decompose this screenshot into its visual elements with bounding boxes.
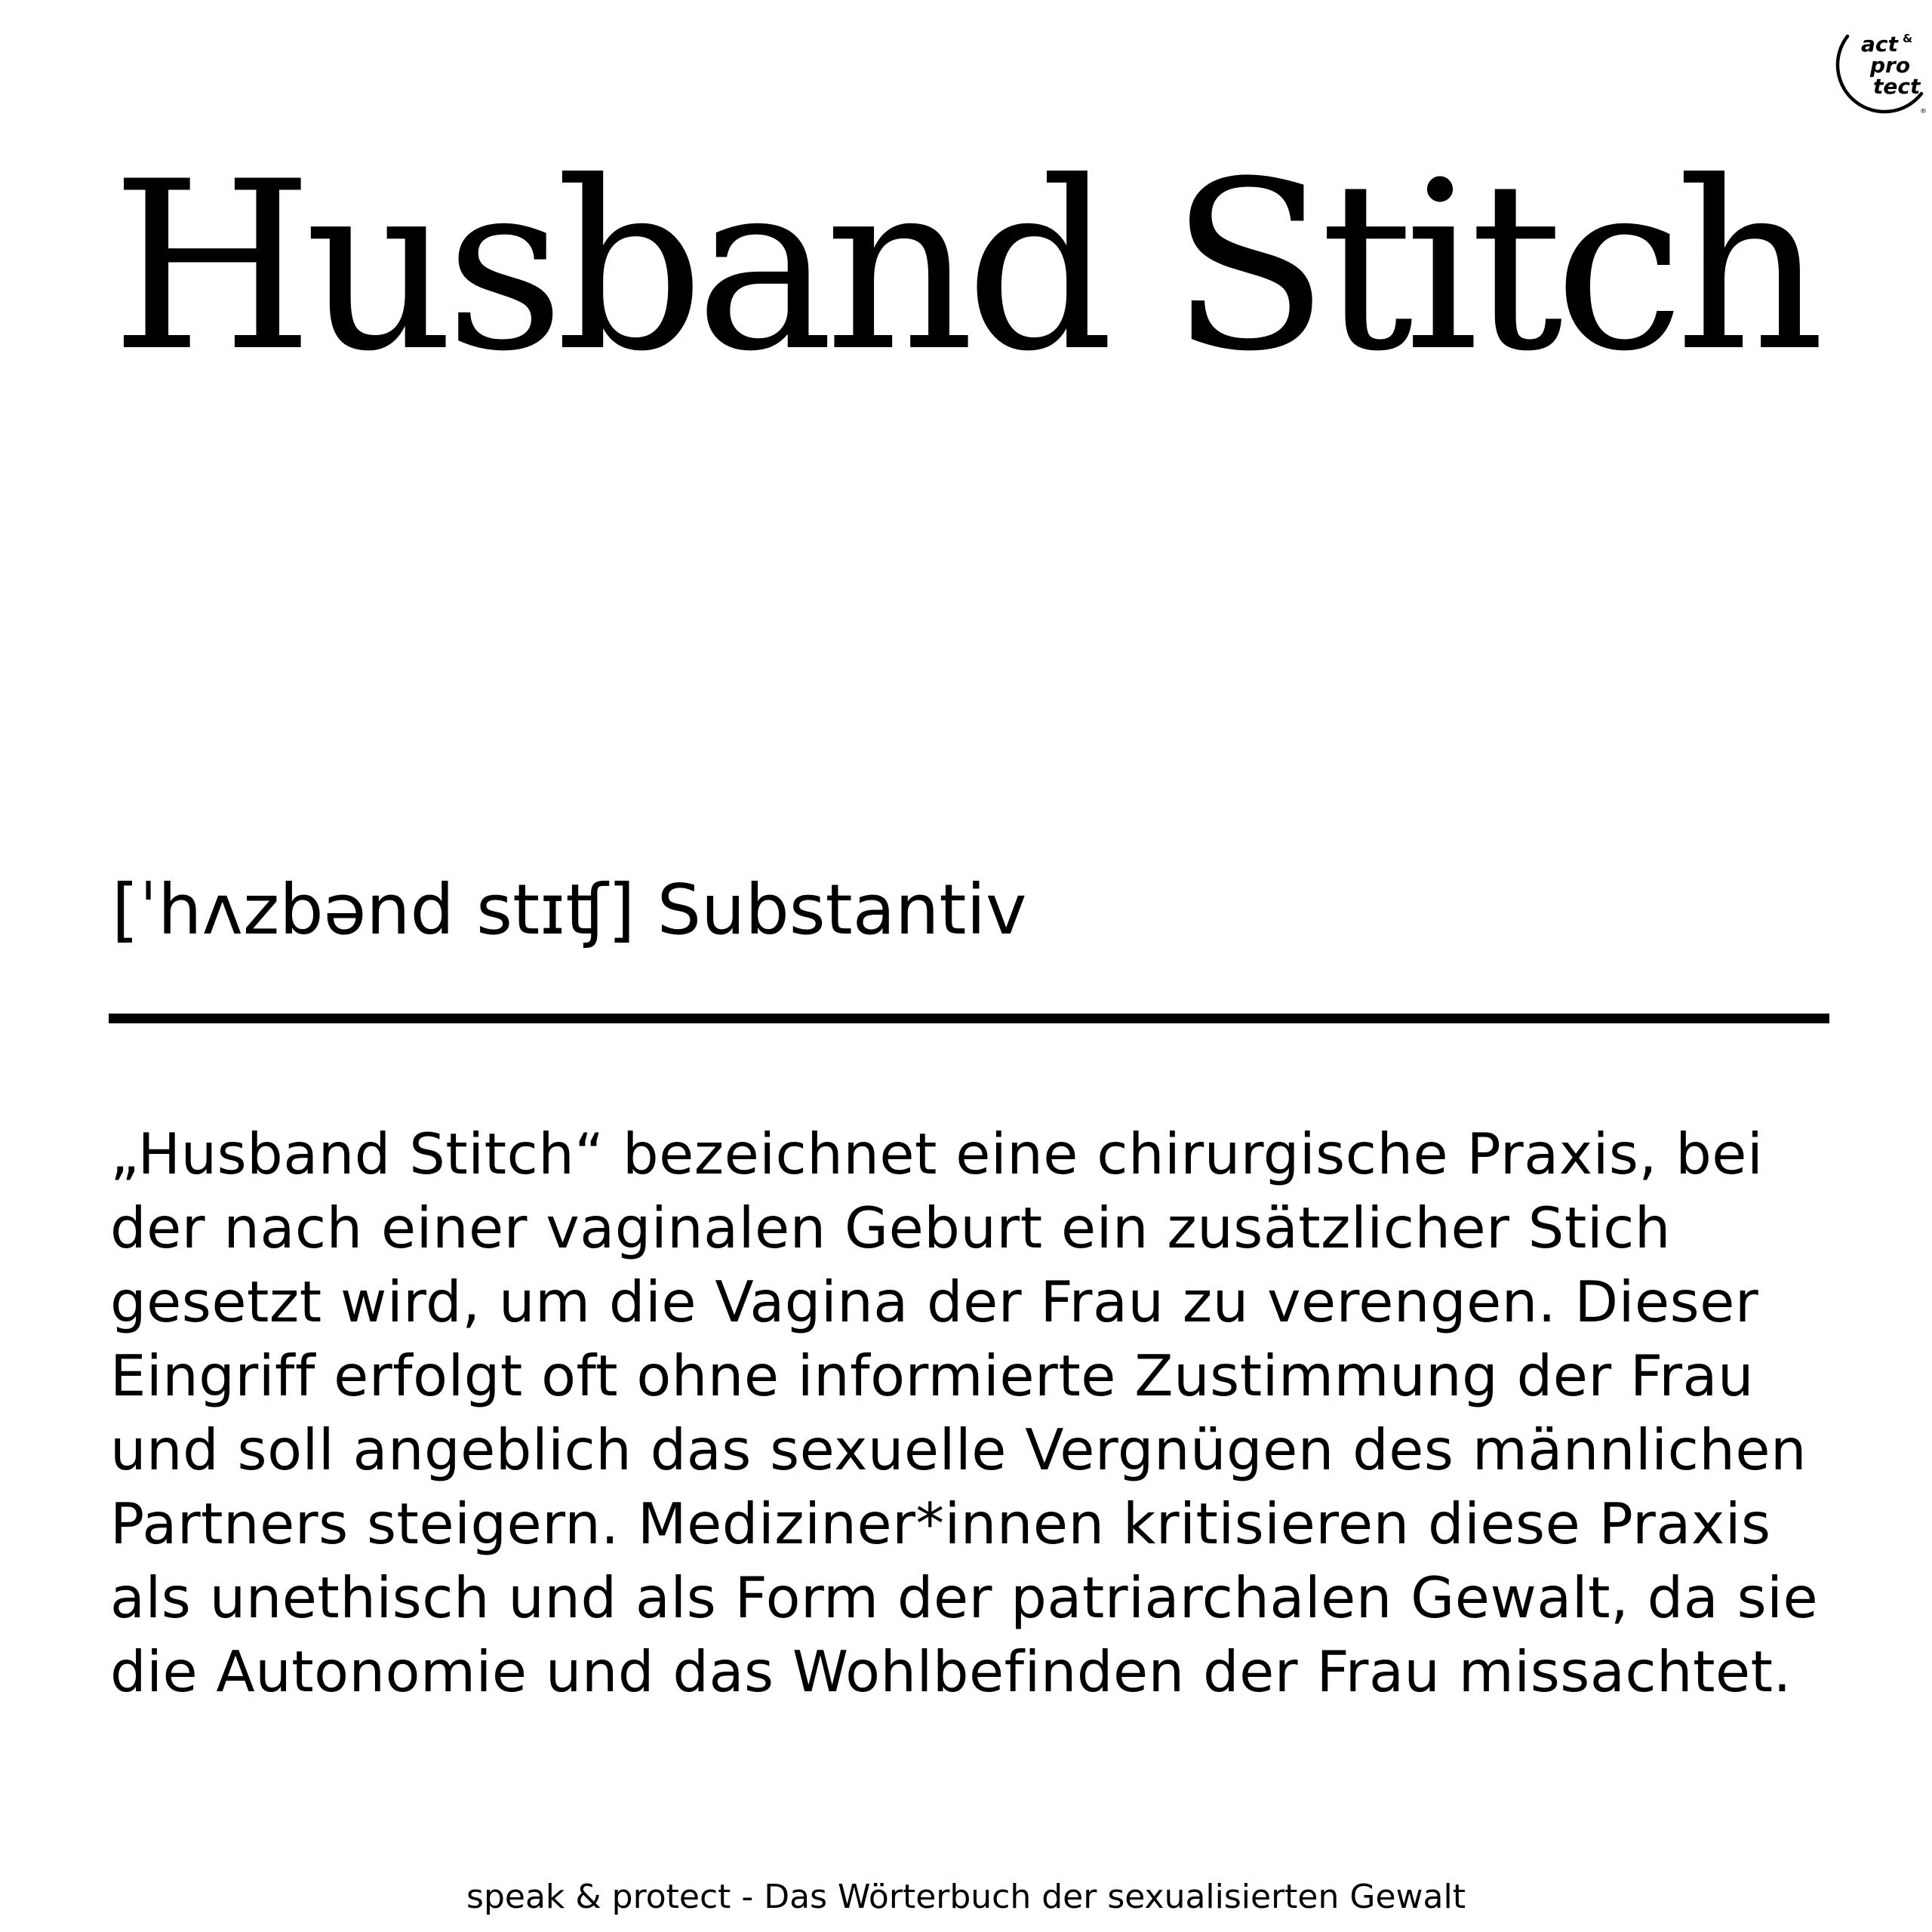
footer-caption: speak & protect - Das Wörterbuch der sexualisierten Gewalt: [466, 1878, 1466, 1916]
divider: [109, 1014, 1829, 1023]
pronunciation: [ˈhʌzbənd stɪʧ]: [112, 869, 635, 950]
definition-text: „Husband Stitch“ bezeichnet eine chirurgische Praxis, bei der nach einer vaginalen Geburt ein zusätzlicher Stich gesetzt wird, um die Vagina der Frau zu verengen. Dieser Eingriff erfolgt oft ohne informierte Zustimmung der Frau und soll angeblich das sexuelle Vergnügen des männlichen Partners steigern. Mediziner*innen kritisieren diese Praxis als unethisch und als Form der patriarchalen Gewalt, da sie die Autonomie und das Wohlbefinden der Frau missachtet.: [110, 1121, 1819, 1705]
logo-text-tect: tect: [1873, 74, 1921, 99]
act-and-protect-logo: [1825, 15, 1930, 121]
logo-registered-mark: ®: [1920, 108, 1927, 115]
entry-title: Husband Stitch: [111, 131, 1817, 402]
logo-text-ampersand: &: [1903, 32, 1913, 45]
pronunciation-row: [112, 869, 1027, 950]
logo-text-pro: pro: [1870, 53, 1911, 78]
logo-text-act: act: [1861, 32, 1898, 57]
word-class: Substantiv: [657, 869, 1027, 950]
